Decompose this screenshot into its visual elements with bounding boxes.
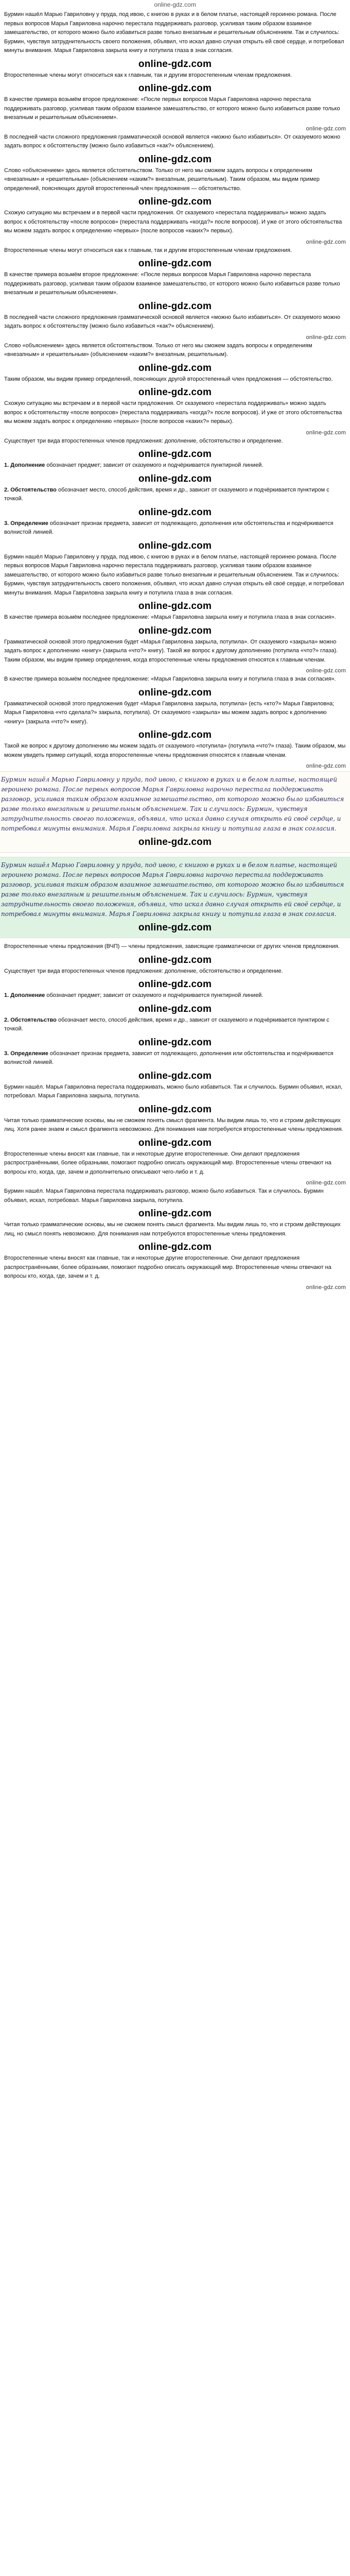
paragraph: Бурмин нашёл Марью Гавриловну у пруда, под ивою, с книгою в руках и в белом платье, настоящей героинею романа. После первых вопросов Марья Гавриловна нарочно перестала поддерживать разговор, усиливая таким образом взаимное замешательство, от которого можно было избавиться разве только внезапным и решительным объяснением. Так и случилось: Бурмин, чувствуя затруднительность своего положения, объявил, что искал давно случая открыть ей своё сердце, и потребовал минуты внимания. Марья Гавриловна закрыла книгу и потупила глаза в знак согласия. bbox=[4, 11, 344, 54]
paragraph: В качестве примера возьмём последнее предложение: «Марья Гавриловна закрыла книгу и потупила глаза в знак согласия». bbox=[4, 676, 336, 682]
term-text: обозначает предмет; зависит от сказуемого и подчёркивается пунктирной линией. bbox=[45, 462, 264, 468]
watermark: online-gdz.com bbox=[138, 979, 212, 990]
term-definition bbox=[4, 519, 346, 537]
watermark: online-gdz.com bbox=[138, 540, 212, 551]
watermark: online-gdz.com bbox=[138, 687, 212, 698]
watermark: online-gdz.com bbox=[138, 730, 212, 740]
paragraph: В качестве примера возьмём последнее предложение: «Марья Гавриловна закрыла книгу и потупила глаза в знак согласия». bbox=[4, 614, 336, 620]
term: 2. Обстоятельство bbox=[4, 1016, 57, 1023]
watermark: online-gdz.com bbox=[138, 1037, 212, 1048]
paragraph: Второстепенные члены могут относиться как к главным, так и другим второстепенным членам предложения. bbox=[4, 72, 292, 78]
watermark: online-gdz.com bbox=[306, 668, 346, 674]
watermark: online-gdz.com bbox=[138, 625, 212, 636]
term-definition bbox=[4, 991, 346, 1001]
paragraph: Такой же вопрос к другому дополнению мы можем задать от сказуемого «потупила» (потупила «что?» глаза). Таким образом, мы можем увидеть пример ситуаций, когда второстепенные члены предложения относятся к главным членам. bbox=[4, 743, 346, 758]
term-definition bbox=[4, 486, 346, 504]
watermark: online-gdz.com bbox=[138, 154, 212, 165]
term-text: обозначает признак предмета, зависит от подлежащего, дополнения или обстоятельства и подчёркивается волнистой линией. bbox=[4, 1050, 334, 1065]
paragraph: В качестве примера возьмём второе предложение: «После первых вопросов Марья Гавриловна нарочно перестала поддерживать разговор, усиливая таким образом взаимное замешательство, от которого можно было избавиться разве только внезапным и решительным объяснением». bbox=[4, 96, 340, 121]
watermark: online-gdz.com bbox=[138, 58, 212, 70]
term-definition bbox=[4, 1016, 346, 1034]
watermark: online-gdz.com bbox=[306, 334, 346, 341]
section-terms-c bbox=[4, 991, 346, 1082]
watermark: online-gdz.com bbox=[306, 763, 346, 769]
photo-text-highlighted bbox=[1, 860, 349, 934]
watermark: online-gdz.com bbox=[138, 837, 212, 848]
photo-text bbox=[1, 775, 349, 848]
watermark: online-gdz.com bbox=[138, 1003, 212, 1014]
watermark: online-gdz.com bbox=[306, 1180, 346, 1186]
watermark: online-gdz.com bbox=[138, 258, 212, 269]
watermark: online-gdz.com bbox=[138, 601, 212, 612]
term: 1. Дополнение bbox=[4, 462, 45, 468]
watermark: online-gdz.com bbox=[138, 954, 212, 965]
paragraph: В последней части сложного предложения грамматической основой является «можно было избавиться». От сказуемого можно задать вопрос к обстоятельству (можно было избавиться «как?» объяснением). bbox=[4, 314, 341, 329]
paragraph: Бурмин нашёл Марью Гавриловну у пруда, под ивою, с книгою в руках и в белом платье, настоящей героинею романа. После первых вопросов Марья Гавриловна нарочно перестала поддерживать разговор, усиливая таким образом взаимное замешательство, от которого можно было избавиться разве только внезапным и решительным объяснением. Так и случилось: Бурмин, чувствуя затруднительность своего положения, объявил, что искал давно случая открыть ей своё сердце, и потребовал минуты внимания. Марья Гавриловна закрыла книгу и потупила глаза в знак согласия. bbox=[1, 776, 344, 832]
watermark: online-gdz.com bbox=[138, 1104, 212, 1115]
paragraph: Бурмин нашёл. Марья Гавриловна перестала поддерживать разговор, можно было избавиться. Так и случилось. Бурмин объявил, искал, потребовал. Марья Гавриловна закрыла, потупила. bbox=[4, 1188, 324, 1204]
term-text: обозначает предмет; зависит от сказуемого и подчёркивается пунктирной линией. bbox=[45, 992, 264, 998]
term-text: обозначает место, способ действия, время и др., зависит от сказуемого и подчёркивается пунктиром с точкой. bbox=[4, 1016, 329, 1032]
watermark: online-gdz.com bbox=[138, 1137, 212, 1148]
paragraph: Второстепенные члены вносят как главные, так и некоторые другие второстепенные. Они делают предложения распространёнными, более образными, помогают подробно описать окружающий мир. Второстепенные члены отвечают на вопросы кто, когда, где, зачем и т. д. bbox=[4, 1255, 331, 1279]
section-analysis-d bbox=[4, 1083, 346, 1291]
paragraph: Слово «объяснением» здесь является обстоятельством. Только от него мы сможем задать вопросы к определениям «внезапным» и «решительным» (объяснением «каким?» внезапным, решительным). bbox=[4, 342, 312, 358]
paragraph: Бурмин нашёл Марью Гавриловну у пруда, под ивою, с книгою в руках и в белом платье, настоящей героинею романа. После первых вопросов Марья Гавриловна нарочно перестала поддерживать разговор, усиливая таким образом взаимное замешательство, от которого можно было избавиться разве только внезапным и решительным объяснением. Так и случилось: Бурмин, чувствуя затруднительность своего положения, объявил, что искал давно случая открыть ей своё сердце, и потребовал минуты внимания. Марья Гавриловна закрыла книгу и потупила глаза в знак согласия. bbox=[1, 861, 344, 918]
term: 3. Определение bbox=[4, 520, 48, 527]
watermark: online-gdz.com bbox=[306, 429, 346, 436]
paragraph: Существует три вида второстепенных членов предложения: дополнение, обстоятельство и определение. bbox=[4, 968, 283, 974]
watermark: online-gdz.com bbox=[306, 125, 346, 132]
paragraph: Существует три вида второстепенных членов предложения: дополнение, обстоятельство и определение. bbox=[4, 437, 283, 444]
watermark: online-gdz.com bbox=[138, 1070, 212, 1081]
term-definition bbox=[4, 461, 346, 470]
paragraph: Второстепенные члены могут относиться как к главным, так и другим второстепенным членам предложения. bbox=[4, 247, 292, 253]
watermark: online-gdz.com bbox=[138, 387, 212, 398]
paragraph: Бурмин нашёл. Марья Гавриловна перестала поддерживать, можно было избавиться. Так и случилось. Бурмин объявил, искал, потребовал. Марья Гавриловна закрыла, потупила. bbox=[4, 1083, 343, 1099]
watermark: online-gdz.com bbox=[138, 506, 212, 518]
paragraph: Схожую ситуацию мы встречаем и в первой части предложения. От сказуемого «перестала поддерживать» можно задать вопрос к обстоятельству «после вопросов» (перестала поддерживать «когда?» после вопросов). И уже от этого обстоятельства мы можем задать вопрос к определению «первых» (после вопросов «каких?» первых). bbox=[4, 210, 342, 234]
handwritten-photo bbox=[0, 771, 350, 853]
paragraph: Грамматической основой этого предложения будет «Марья Гавриловна закрыла, потупила» (есть «кто?» Марья Гавриловна; Марья Гавриловна «что сделала?» закрыла, потупила). От сказуемого «закрыла» мы можем задать вопрос к дополнению «книгу» (закрыла «что?» книгу). bbox=[4, 700, 335, 725]
watermark: online-gdz.com bbox=[138, 362, 212, 374]
watermark: online-gdz.com bbox=[306, 239, 346, 245]
watermark: online-gdz.com bbox=[138, 1242, 212, 1252]
watermark: online-gdz.com bbox=[138, 449, 212, 460]
paragraph: Читая только грамматические основы, мы не сможем понять смысл фрагмента. Мы видим лишь то, что и строим действующих лиц. Хотя ранее знаем и смысл фрагмента невозможно. Для понимания нам потребуются второстепенные члены предложения. bbox=[4, 1117, 343, 1132]
watermark: online-gdz.com bbox=[306, 1284, 346, 1291]
watermark: online-gdz.com bbox=[138, 473, 212, 484]
watermark: online-gdz.com bbox=[138, 83, 212, 94]
section-analysis-b bbox=[4, 553, 346, 770]
paragraph: Слово «объяснением» здесь является обстоятельством. Только от него мы сможем задать вопросы к определениям «внезапным» и «решительным» (объяснением «каким?» внезапным, решительным). Таким образом, мы видим пример определений, поясняющих другой второстепенный член предложения — обстоятельство. bbox=[4, 167, 320, 192]
term-definition bbox=[4, 1049, 346, 1067]
paragraph: Бурмин нашёл Марью Гавриловну у пруда, под ивою, с книгою в руках и в белом платье, настоящей героинею романа. После первых вопросов Марья Гавриловна нарочно перестала поддерживать разговор, усиливая таким образом взаимное замешательство, от которого можно было избавиться разве только внезапным и решительным объяснением. Так и случилось: Бурмин, чувствуя затруднительность своего положения, объявил, что искал давно случая открыть ей своё сердце, и потребовал минуты внимания. Марья Гавриловна закрыла книгу и потупила глаза в знак согласия. bbox=[4, 553, 344, 596]
paragraph: Таким образом, мы видим пример определений, поясняющих другой второстепенный член предложения — обстоятельство. bbox=[4, 376, 333, 382]
watermark: online-gdz.com bbox=[138, 922, 212, 933]
section-definition bbox=[4, 942, 346, 990]
handwritten-photo-highlighted bbox=[0, 857, 350, 938]
term: 3. Определение bbox=[4, 1050, 48, 1057]
paragraph: Грамматической основой этого предложения будет «Марья Гавриловна закрыла, потупила». От сказуемого «закрыла» можно задать вопрос к дополнению «книгу» (закрыла «что?» книгу). Такой же вопрос к другому дополнению (потупила «что?» глаза). Таким образом, мы видим пример определения, когда второстепенные члены предложения относятся к главным членам. bbox=[4, 638, 338, 663]
paragraph: Читая только грамматические основы, мы не сможем понять смысл фрагмента. Мы видим лишь то, что и строим действующих лиц, но смысл понять невозможно. Для понимания нам потребуются второстепенные члены предложения. bbox=[4, 1222, 341, 1237]
paragraph: Схожую ситуацию мы встречаем и в первой части предложения. От сказуемого «перестала поддерживать» можно задать вопрос к обстоятельству «после вопросов» (перестала поддерживать «когда?» после вопросов). И уже от этого обстоятельства мы можем задать вопрос к определению «первых» (после вопросов «каких?» первых). bbox=[4, 400, 342, 425]
term: 1. Дополнение bbox=[4, 992, 45, 998]
site-header: online-gdz.com bbox=[154, 1, 196, 8]
term-text: обозначает место, способ действия, время и др., зависит от сказуемого и подчёркивается пунктиром с точкой. bbox=[4, 486, 329, 502]
paragraph: Второстепенные члены вносят как главные, так и некоторые другие второстепенные. Они делают предложения распространёнными, более образными, помогают подробно описать окружающий мир. Второстепенные члены отвечают на вопросы кто, когда, где, зачем и дополнительно описывают чего-либо и т. д. bbox=[4, 1150, 331, 1175]
term: 2. Обстоятельство bbox=[4, 486, 57, 493]
term-text: обозначает признак предмета, зависит от подлежащего, дополнения или обстоятельства и подчёркивается волнистой линией. bbox=[4, 520, 334, 535]
watermark: online-gdz.com bbox=[138, 196, 212, 207]
watermark: online-gdz.com bbox=[138, 300, 212, 312]
section-analysis-a bbox=[4, 10, 346, 460]
watermark: online-gdz.com bbox=[138, 1208, 212, 1219]
section-terms-a bbox=[4, 461, 346, 552]
paragraph: В последней части сложного предложения грамматической основой является «можно было избавиться». От сказуемого можно задать вопрос к обстоятельству (можно было избавиться «как?» объяснением). bbox=[4, 133, 341, 149]
paragraph: Второстепенные члены предложения (ВЧП) — члены предложения, зависящие грамматически от других членов предложения. bbox=[4, 943, 340, 950]
paragraph: В качестве примера возьмём второе предложение: «После первых вопросов Марья Гавриловна нарочно перестала поддерживать разговор, усиливая таким образом взаимное замешательство, от которого можно было избавиться разве только внезапным и решительным объяснением». bbox=[4, 272, 340, 296]
